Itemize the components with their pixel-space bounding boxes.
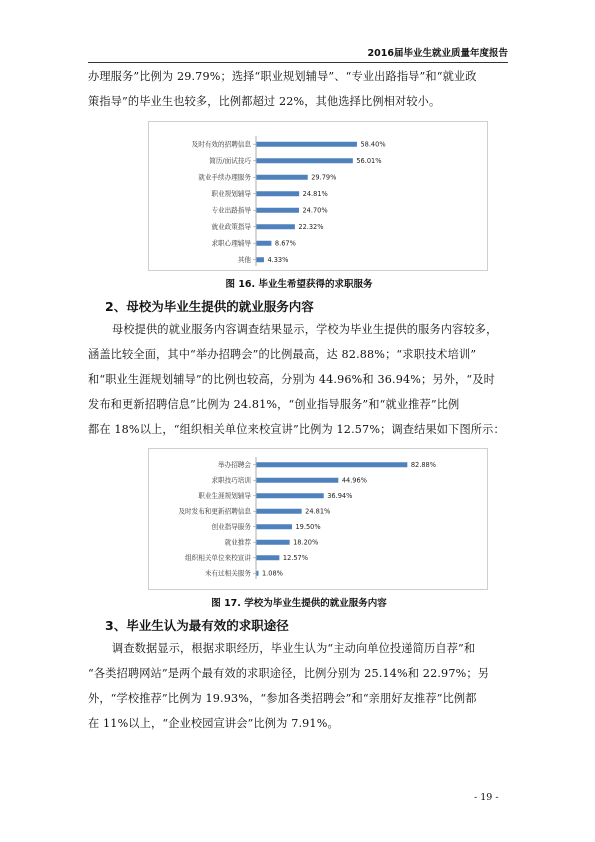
data-label: 36.94% — [327, 492, 353, 501]
data-label: 19.50% — [295, 523, 321, 532]
figure-caption-17: 图 17. 学校为毕业生提供的就业服务内容 — [211, 598, 387, 609]
category-label: 举办招聘会 — [218, 461, 251, 470]
bar — [257, 555, 280, 560]
header-divider — [88, 62, 508, 63]
bar — [257, 540, 290, 545]
category-label: 其他 — [237, 256, 251, 265]
bar — [257, 493, 324, 498]
bar — [257, 208, 299, 213]
paragraph-line: 办理服务”比例为 29.79%；选择“职业规划辅导”、“专业出路指导”和“就业政 — [88, 70, 477, 83]
paragraph-line: 发布和更新招聘信息”比例为 24.81%，“创业指导服务”和“就业推荐”比例 — [88, 398, 460, 411]
category-label: 及时发布和更新招聘信息 — [178, 507, 251, 516]
bar — [257, 571, 259, 576]
bar — [257, 257, 264, 262]
bar — [257, 142, 357, 147]
category-label: 简历/面试技巧 — [209, 157, 251, 166]
bar — [257, 224, 295, 229]
paragraph-line: 外，“学校推荐”比例为 19.93%，“参加各类招聘会”和“亲朋好友推荐”比例都 — [88, 692, 477, 705]
data-label: 24.81% — [302, 190, 328, 199]
data-label: 82.88% — [410, 461, 436, 470]
chart-figure-16 — [148, 121, 488, 271]
bar — [257, 175, 308, 180]
data-label: 22.32% — [298, 223, 324, 232]
bar — [257, 509, 302, 514]
category-label: 求职心理辅导 — [211, 239, 251, 248]
report-header-title: 2016届毕业生就业质量年度报告 — [367, 48, 508, 59]
category-label: 求职技巧培训 — [211, 476, 251, 485]
data-label: 18.20% — [293, 538, 319, 547]
bar-chart-16 — [149, 122, 487, 270]
bar — [257, 158, 353, 163]
category-label: 就业手续办理服务 — [198, 173, 251, 182]
paragraph-line: 母校提供的就业服务内容调查结果显示，学校为毕业生提供的服务内容较多， — [112, 323, 498, 336]
figure-caption-16: 图 16. 毕业生希望获得的求职服务 — [225, 279, 373, 290]
section-heading: 2、母校为毕业生提供的就业服务内容 — [105, 299, 314, 314]
paragraph-line: 涵盖比较全面，其中“举办招聘会”的比例最高，达 82.88%；“求职技术培训” — [88, 348, 477, 361]
data-label: 44.96% — [341, 476, 367, 485]
paragraph-line: “各类招聘网站”是两个最有效的求职途径，比例分别为 25.14%和 22.97%；另 — [88, 667, 490, 680]
data-label: 4.33% — [267, 256, 289, 265]
category-label: 职业生涯规划辅导 — [198, 492, 251, 501]
bar-chart-17 — [149, 449, 487, 589]
category-label: 专业出路指导 — [211, 206, 251, 215]
paragraph-line: 都在 18%以上，“组织相关单位来校宣讲”比例为 12.57%；调查结果如下图所示： — [88, 423, 505, 436]
paragraph-line: 和“职业生涯规划辅导”的比例也较高，分别为 44.96%和 36.94%；另外，“及时 — [88, 373, 495, 386]
data-label: 1.08% — [261, 569, 283, 578]
bar — [257, 191, 300, 196]
bar — [257, 524, 292, 529]
category-label: 职业规划辅导 — [211, 190, 251, 199]
data-label: 8.67% — [274, 239, 296, 248]
page-number: - 19 - — [474, 792, 499, 803]
data-label: 58.40% — [360, 140, 386, 149]
category-label: 就业推荐 — [224, 538, 251, 547]
data-label: 56.01% — [356, 157, 382, 166]
category-label: 及时有效的招聘信息 — [191, 140, 251, 149]
data-label: 29.79% — [311, 173, 337, 182]
paragraph-line: 策指导”的毕业生也较多，比例都超过 22%，其他选择比例相对较小。 — [88, 95, 441, 108]
paragraph-line: 调查数据显示，根据求职经历，毕业生认为“主动向单位投递简历自荐”和 — [112, 642, 476, 655]
section-heading: 3、毕业生认为最有效的求职途径 — [105, 618, 289, 633]
bar — [257, 241, 272, 246]
data-label: 12.57% — [282, 554, 309, 563]
chart-figure-17 — [148, 448, 488, 590]
category-label: 未有过相关服务 — [204, 569, 251, 578]
category-label: 创业指导服务 — [211, 523, 251, 532]
bar — [257, 478, 339, 483]
paragraph-line: 在 11%以上，“企业校园宣讲会”比例为 7.91%。 — [88, 717, 339, 730]
category-label: 就业政策指导 — [211, 223, 251, 232]
bar — [257, 462, 408, 467]
data-label: 24.70% — [302, 206, 328, 215]
category-label: 组织相关单位来校宣讲 — [185, 554, 251, 563]
data-label: 24.81% — [305, 507, 331, 516]
